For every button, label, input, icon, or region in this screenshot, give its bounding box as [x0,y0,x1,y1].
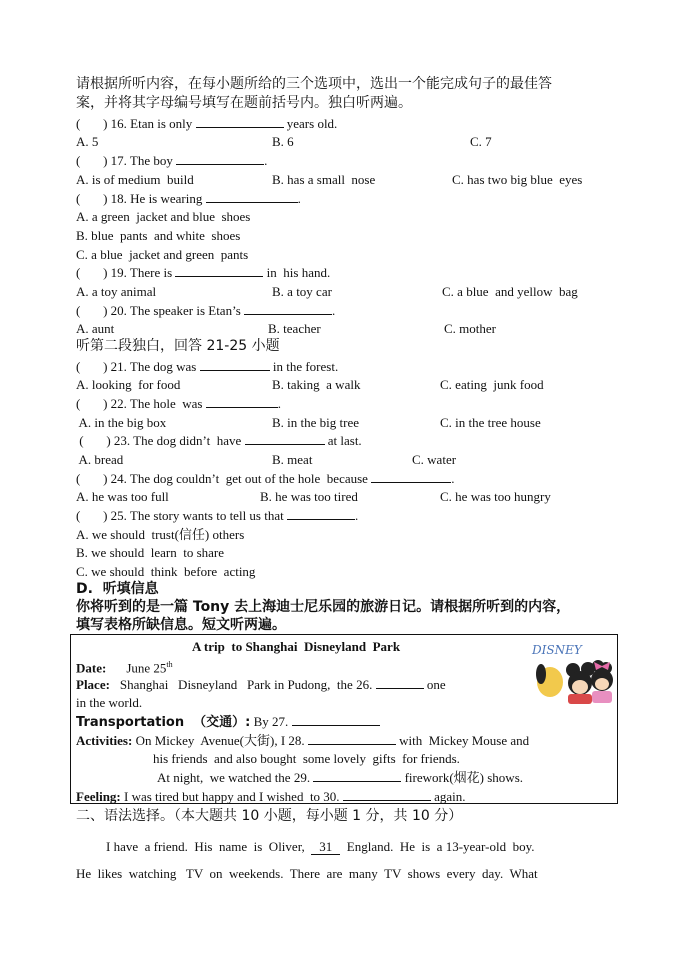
activities-text-1-tail: with Mickey Mouse and [395,733,530,748]
answer-blank-31[interactable]: 31 [311,839,340,855]
answer-blank-24[interactable] [371,471,451,483]
place-text: Shanghai Disneyland Park in Pudong, the 26. [119,677,376,692]
activities-label: Activities: [76,733,133,748]
question-22 [76,396,281,411]
place-row-2: in the world. [76,695,143,710]
grammar-section-title: 二、语法选择。（本大题共 10 小题，每小题 1 分，共 10 分） [76,808,463,824]
q23-option-a: A. bread [76,452,124,467]
feeling-row [76,789,465,804]
activities-row-3 [157,770,523,785]
passage-line-1-start: I have a friend. His name is Oliver, [106,839,312,854]
feeling-text-tail: again. [430,789,466,804]
q23-option-b: B. meat [272,452,313,467]
q19-option-a: A. a toy animal [76,284,157,299]
question-19 [76,265,330,280]
answer-blank-21[interactable] [200,359,270,371]
date-label: Date: [76,660,107,676]
q17-option-a: A. is of medium build [76,172,194,187]
question-23-stem: ( ) 23. The dog didn’t have [76,433,245,448]
q22-option-b: B. in the big tree [272,415,360,430]
activities-row [76,733,529,748]
answer-blank-17[interactable] [176,153,264,165]
q22-option-c: C. in the tree house [440,415,541,430]
question-24-tail: . [451,471,455,486]
question-18-stem: ( ) 18. He is wearing [76,191,206,206]
transport-text: By 27. [250,714,292,729]
q24-option-a: A. he was too full [76,489,169,504]
answer-blank-27[interactable] [292,714,380,726]
answer-blank-26[interactable] [376,677,424,689]
question-18 [76,191,301,206]
question-19-tail: in his hand. [263,265,331,280]
answer-blank-22[interactable] [206,396,278,408]
activities-text-3-tail: firework(烟花) shows. [401,770,524,785]
q19-option-c: C. a blue and yellow bag [442,284,578,299]
activities-text-3: At night, we watched the 29. [157,770,314,785]
activities-row-2: his friends and also bought some lovely gifts for friends. [153,751,460,766]
passage-line-2: He likes watching TV on weekends. There are many TV shows every day. What [76,866,538,881]
table-heading: A trip to Shanghai Disneyland Park [192,639,401,654]
instruction-line-2: 案，并将其字母编号填写在题前括号内。独白听两遍。 [76,95,412,111]
q19-option-b: B. a toy car [272,284,332,299]
place-label: Place: [76,677,110,692]
section-d-intro-2: 填写表格所缺信息。短文听两遍。 [76,617,286,633]
transport-row [76,714,380,730]
minnie-face-icon [595,678,609,690]
q23-option-c: C. water [412,452,457,467]
passage-line-1-end: England. He is a 13-year-old boy. [340,839,535,854]
section-d-intro-1: 你将听到的是一篇 Tony 去上海迪士尼乐园的旅游日记。请根据所听到的内容， [76,599,571,615]
answer-blank-30[interactable] [343,789,431,801]
q21-option-b: B. taking a walk [272,377,361,392]
date-suffix: th [166,660,173,669]
answer-blank-23[interactable] [245,433,325,445]
question-16-tail: years old. [283,116,338,131]
disney-logo-image [528,638,616,706]
question-25-stem: ( ) 25. The story wants to tell us that [76,508,287,523]
answer-blank-29[interactable] [313,770,401,782]
question-16-stem: ( ) 16. Etan is only [76,116,196,131]
question-25-tail: . [354,508,359,523]
q25-option-b: B. we should learn to share [76,545,225,560]
q16-option-c: C. 7 [470,134,492,149]
q21-option-c: C. eating junk food [440,377,544,392]
activities-text-1: On Mickey Avenue(大街), I 28. [132,733,308,748]
q20-option-a: A. aunt [76,321,115,336]
answer-blank-16[interactable] [196,116,284,128]
listening-part-2-title: 听第二段独白，回答 21-25 小题 [76,338,280,354]
question-21-tail: in the forest. [269,359,339,374]
place-text-tail: one [423,677,446,692]
instruction-line-1: 请根据所听内容，在每小题所给的三个选项中，选出一个能完成句子的最佳答 [76,76,552,92]
section-d-title: D. 听填信息 [76,581,159,597]
question-18-tail: . [297,191,301,206]
place-row [76,677,446,692]
question-24-stem: ( ) 24. The dog couldn’t get out of the hole because [76,471,372,486]
passage-line-1 [106,839,534,855]
answer-blank-18[interactable] [206,191,298,203]
question-20-stem: ( ) 20. The speaker is Etan’s [76,303,244,318]
q18-option-a: A. a green jacket and blue shoes [76,209,251,224]
question-22-tail: . [277,396,281,411]
q16-option-a: A. 5 [76,134,99,149]
minnie-outfit-icon [592,691,612,703]
mickey-face-icon [572,680,588,694]
question-25 [76,508,358,523]
question-20 [76,303,335,318]
answer-blank-25[interactable] [287,508,355,520]
disney-logo-text: DISNEY [532,643,582,657]
question-21-stem: ( ) 21. The dog was [76,359,200,374]
q18-option-b: B. blue pants and white shoes [76,228,241,243]
q20-option-b: B. teacher [268,321,321,336]
q25-option-c: C. we should think before acting [76,564,256,579]
date-value: June 25 [126,660,167,676]
q18-option-c: C. a blue jacket and green pants [76,247,249,262]
question-19-stem: ( ) 19. There is [76,265,176,280]
answer-blank-20[interactable] [244,303,332,315]
question-16 [76,116,337,131]
question-23-tail: at last. [324,433,362,448]
question-23 [76,433,362,448]
q20-option-c: C. mother [444,321,496,336]
question-20-tail: . [332,303,336,318]
question-22-stem: ( ) 22. The hole was [76,396,206,411]
pluto-ear-icon [536,664,546,684]
q24-option-c: C. he was too hungry [440,489,551,504]
answer-blank-28[interactable] [308,733,396,745]
question-17-tail: . [264,153,268,168]
q16-option-b: B. 6 [272,134,294,149]
feeling-label: Feeling: [76,789,121,804]
q17-option-c: C. has two big blue eyes [452,172,583,187]
question-24 [76,471,454,486]
question-21 [76,359,338,374]
feeling-text: I was tired but happy and I wished to 30. [120,789,343,804]
answer-blank-19[interactable] [175,265,263,277]
q22-option-a: A. in the big box [76,415,167,430]
question-17 [76,153,267,168]
q17-option-b: B. has a small nose [272,172,376,187]
q24-option-b: B. he was too tired [260,489,358,504]
date-row [76,657,173,675]
question-17-stem: ( ) 17. The boy [76,153,177,168]
q21-option-a: A. looking for food [76,377,181,392]
mickey-outfit-icon [568,694,592,704]
transport-label: Transportation （交通）: [76,715,251,730]
q25-option-a: A. we should trust(信任) others [76,527,245,542]
